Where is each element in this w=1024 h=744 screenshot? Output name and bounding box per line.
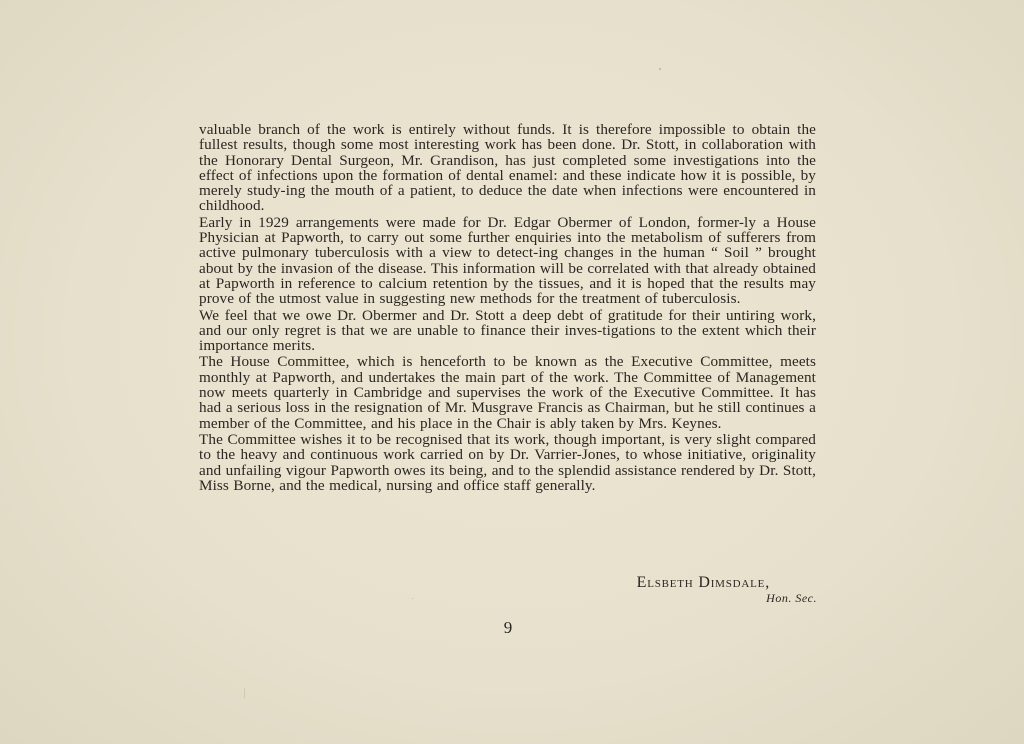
paragraph-obermer-research: Early in 1929 arrangements were made for Dr. Edgar Obermer of London, former-ly a House Physician at Papworth, to carry out some further enquiries into the metabolism of sufferers from active pulmonary tuberculosis with a view to detect-ing changes in the human “ Soil ” brought about by the invasion of the disease. This information will be correlated with that already obtained at Papworth in reference to calcium retention by the tissues, and it is hoped that the results may prove of the utmost value in suggesting new methods for the treatment of tuberculosis. bbox=[199, 213, 816, 308]
paper-speck bbox=[412, 598, 413, 599]
signature-block bbox=[200, 575, 770, 591]
paragraph-funds: valuable branch of the work is entirely without funds. It is therefore impossible to obtain the fullest results, though some most interesting work has been done. Dr. Stott, in collaboration with the Honorary Dental Surgeon, Mr. Grandison, has just completed some investigations into the effect of infections upon the formation of dental enamel: and these indicate how it is possible, by merely study-ing the mouth of a patient, to deduce the date when infections were encountered in childhood. bbox=[199, 121, 816, 215]
paper-speck bbox=[244, 688, 245, 698]
body-text bbox=[199, 122, 816, 493]
signature-name: Elsbeth Dimsdale, bbox=[636, 574, 770, 591]
signature-title: Hon. Sec. bbox=[766, 591, 817, 605]
paragraph-gratitude: We feel that we owe Dr. Obermer and Dr. Stott a deep debt of gratitude for their untiring work, and our only regret is that we are unable to finance their inves-tigations to the extent which their importance merits. bbox=[199, 306, 816, 355]
paragraph-committee-recognition: The Committee wishes it to be recognised that its work, though important, is very slight compared to the heavy and continuous work carried on by Dr. Varrier-Jones, to whose initiative, originality and unfailing vigour Papworth owes its being, and to the splendid assistance rendered by Dr. Stott, Miss Borne, and the medical, nursing and office staff generally. bbox=[199, 430, 816, 494]
paper-speck bbox=[659, 68, 661, 70]
page-number: 9 bbox=[503, 618, 513, 637]
paragraph-house-committee: The House Committee, which is henceforth to be known as the Executive Committee, meets monthly at Papworth, and undertakes the main part of the work. The Committee of Management now meets quarterly in Cambridge and supervises the work of the Executive Committee. It has had a serious loss in the resignation of Mr. Musgrave Francis as Chairman, but he still continues a member of the Committee, and his place in the Chair is ably taken by Mrs. Keynes. bbox=[199, 353, 816, 432]
